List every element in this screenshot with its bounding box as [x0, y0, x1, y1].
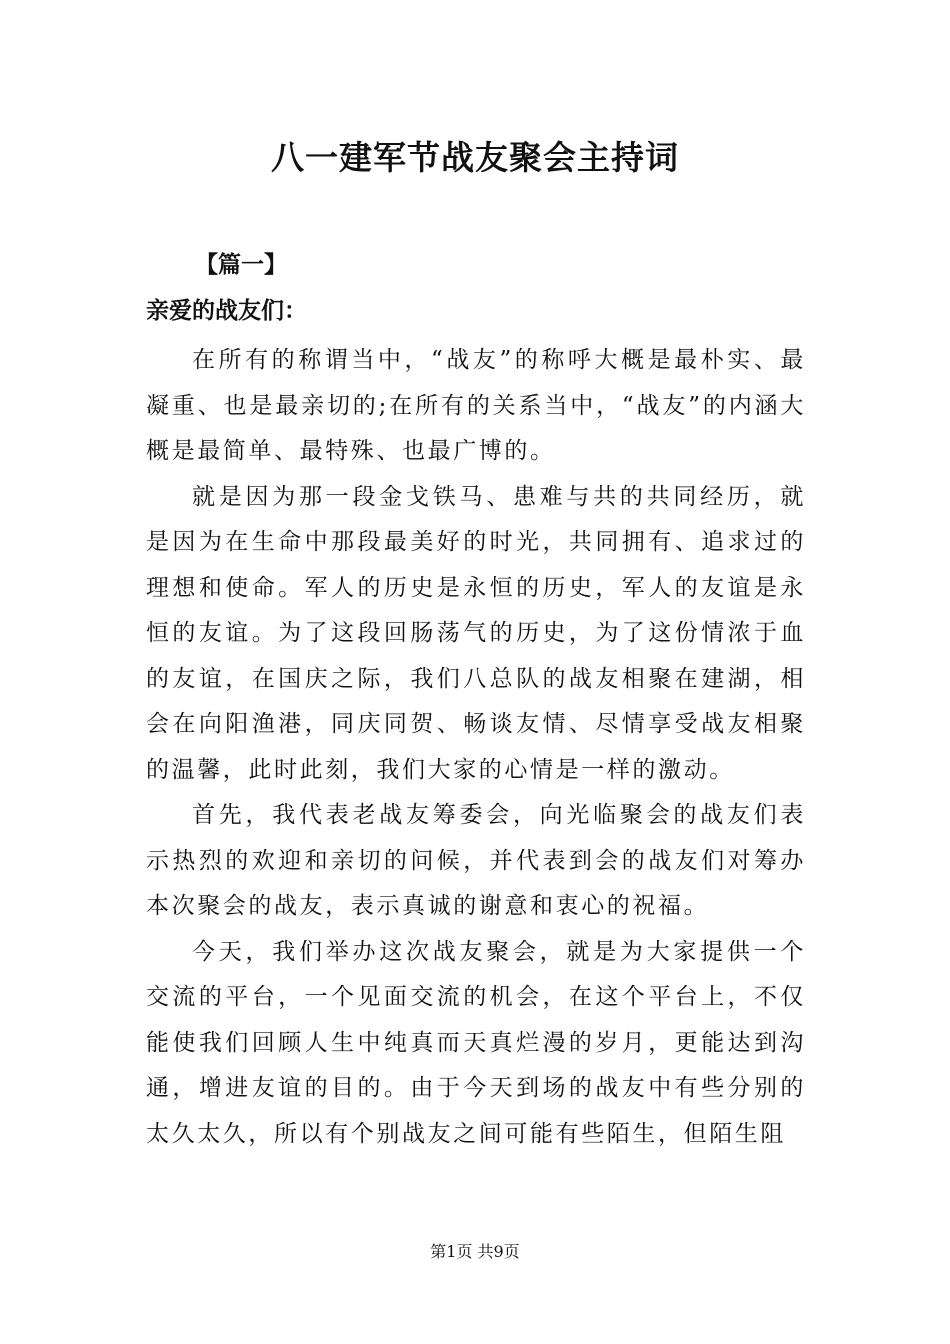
paragraph: 首先，我代表老战友筹委会，向光临聚会的战友们表示热烈的欢迎和亲切的问候，并代表到会的战友们对筹办本次聚会的战友，表示真诚的谢意和衷心的祝福。	[146, 802, 806, 919]
paragraph: 就是因为那一段金戈铁马、患难与共的共同经历，就是因为在生命中那段最美好的时光，共同拥有、追求过的理想和使命。军人的历史是永恒的历史，军人的友谊是永恒的友谊。为了这段回肠荡气的历史，为了这份情浓于血的友谊，在国庆之际，我们八总队的战友相聚在建湖，相会在向阳渔港，同庆同贺、畅谈友情、尽情享受战友相聚的温馨，此时此刻，我们大家的心情是一样的激动。	[146, 483, 806, 783]
paragraph: 在所有的称谓当中，“战友”的称呼大概是最朴实、最凝重、也是最亲切的;在所有的关系当中，“战友”的内涵大概是最简单、最特殊、也最广博的。	[146, 347, 806, 464]
section-label: 【篇一】	[195, 251, 287, 278]
page-number-footer: 第1页 共9页	[430, 1242, 520, 1261]
paragraph: 今天，我们举办这次战友聚会，就是为大家提供一个交流的平台，一个见面交流的机会，在这个平台上，不仅能使我们回顾人生中纯真而天真烂漫的岁月，更能达到沟通，增进友谊的目的。由于今天到场的战友中有些分别的太久太久，所以有个别战友之间可能有些陌生，但陌生阻	[146, 938, 806, 1147]
salutation: 亲爱的战友们：	[146, 297, 307, 324]
document-title: 八一建军节战友聚会主持词	[271, 138, 679, 177]
document-body	[146, 338, 806, 1157]
